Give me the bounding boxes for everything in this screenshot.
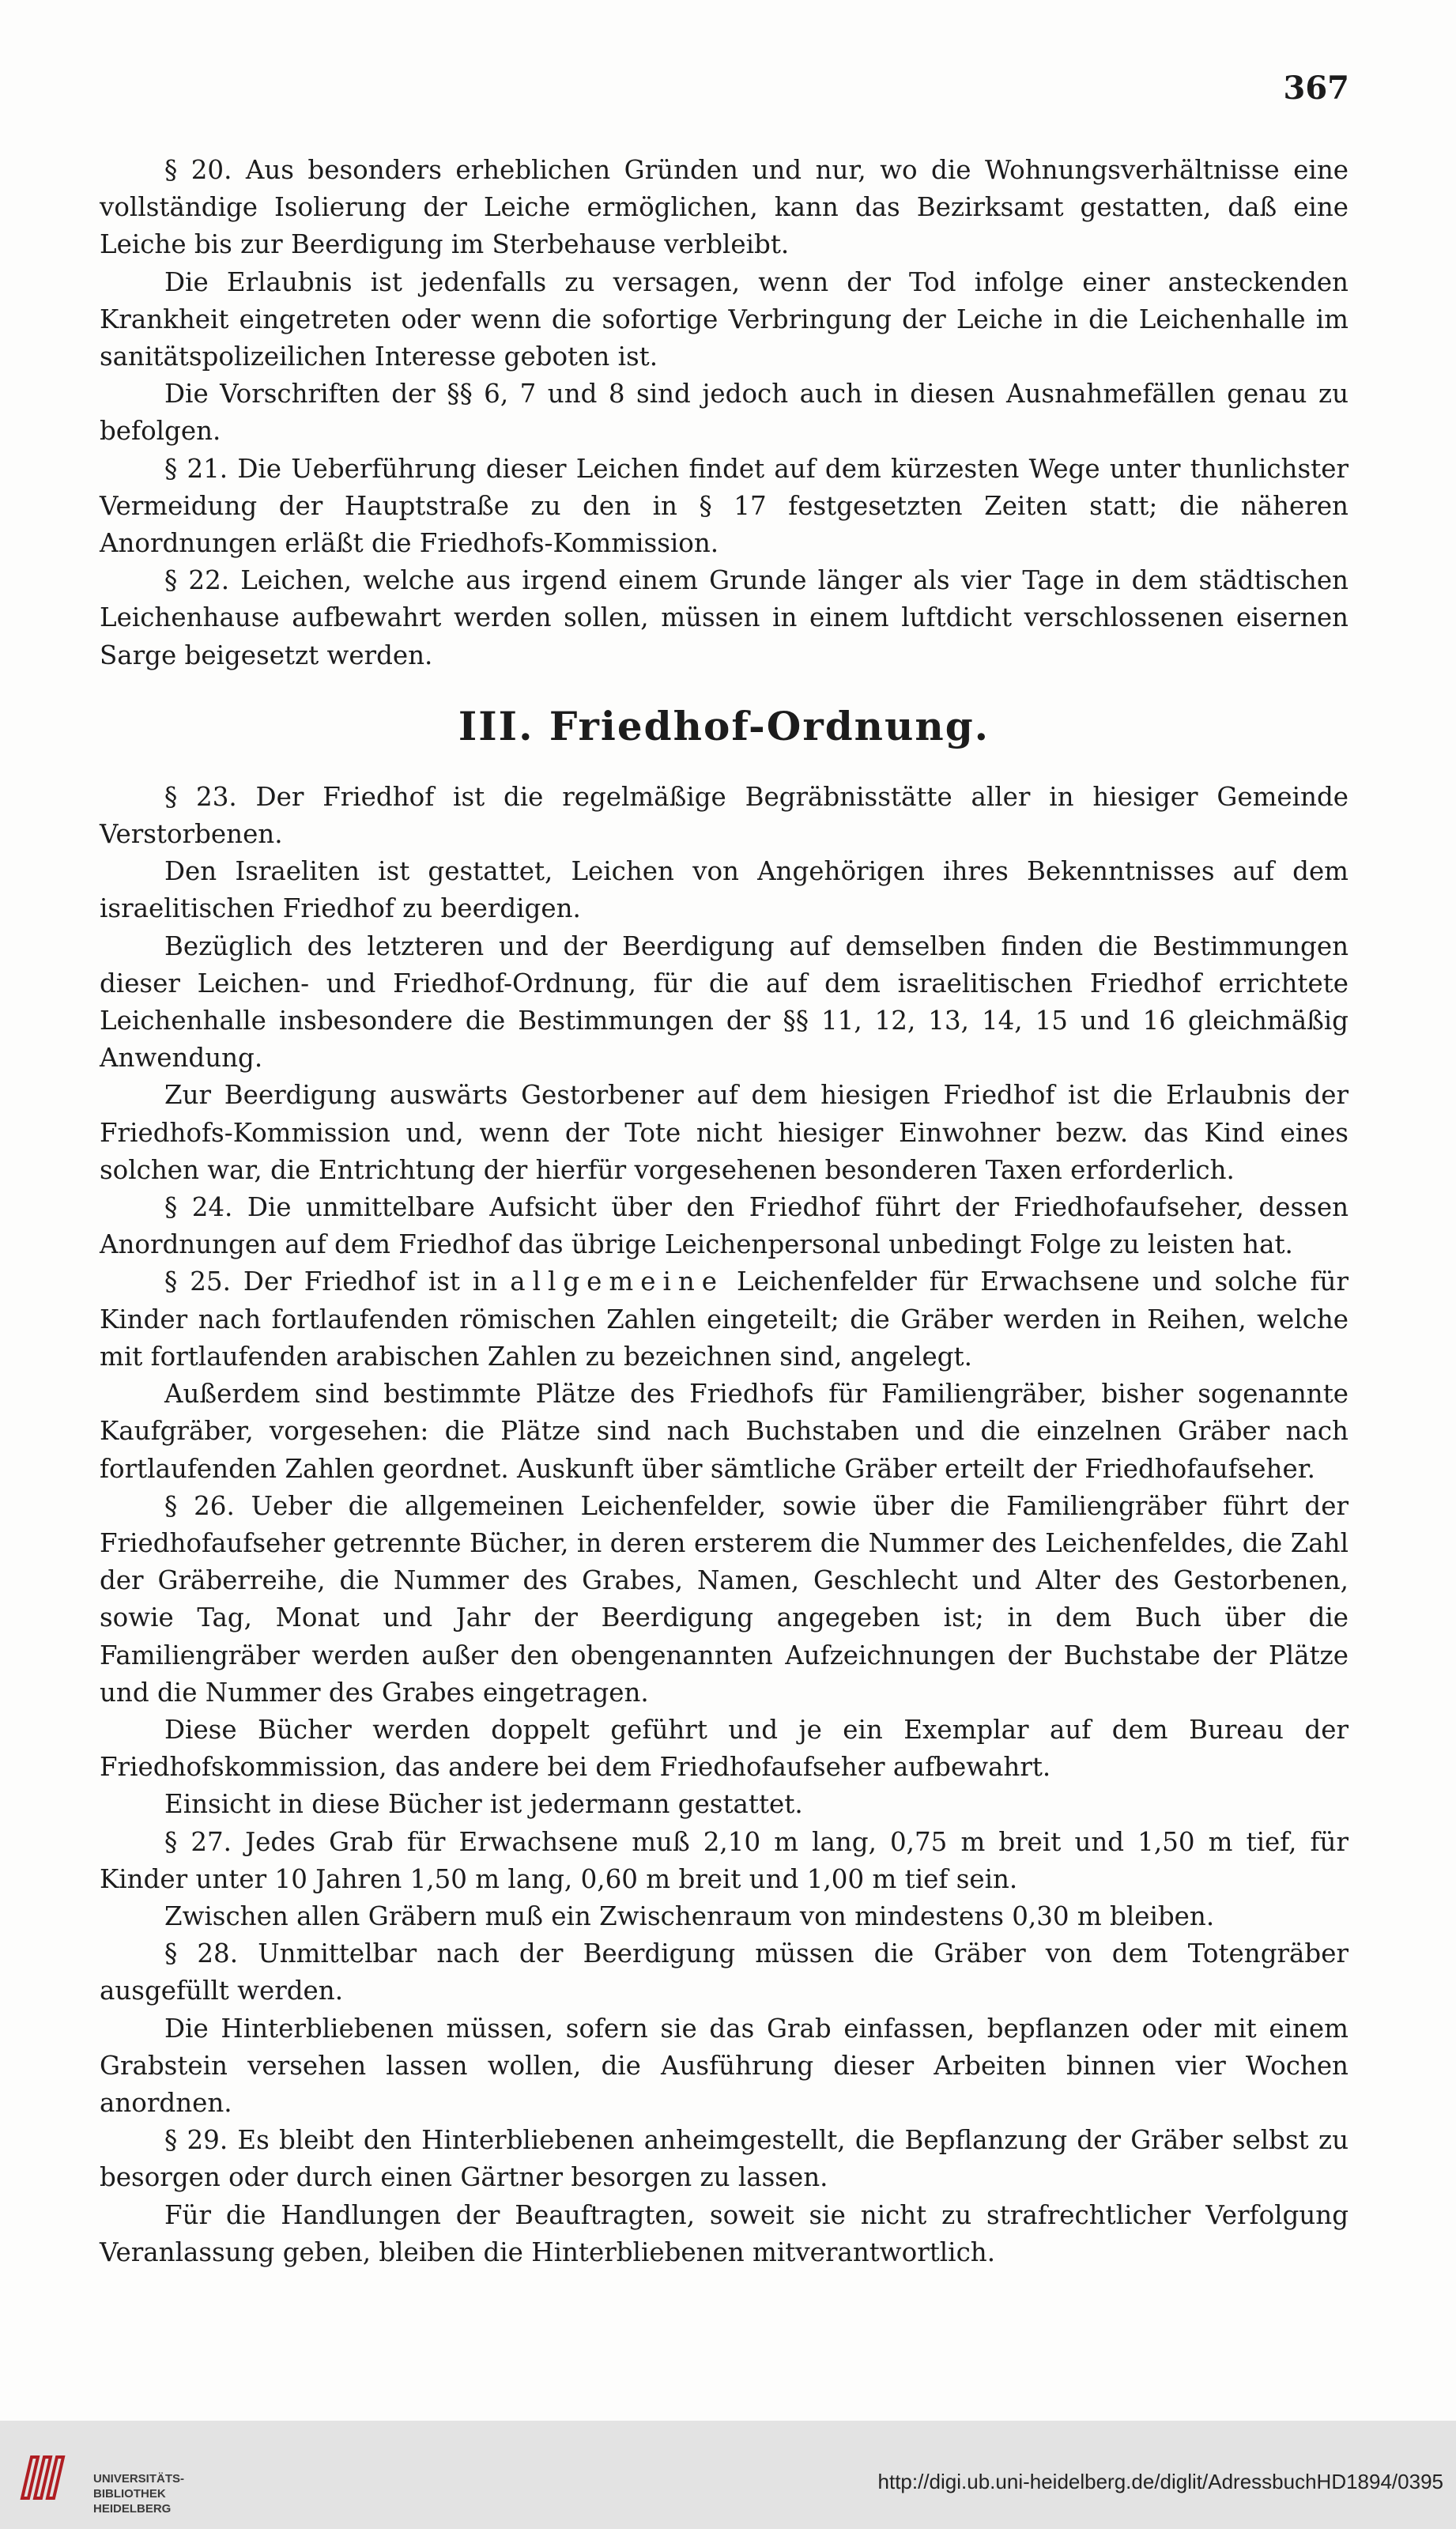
library-name bbox=[93, 2471, 184, 2516]
paragraph: Die Hinterbliebenen müssen, sofern sie das Grab einfassen, bepflanzen oder mit einem Grabstein versehen lassen wollen, die Ausführung dieser Arbeiten binnen vier Wochen anordnen. bbox=[100, 2013, 1348, 2118]
logo-line: BIBLIOTHEK bbox=[93, 2487, 166, 2501]
footer-bar bbox=[0, 2421, 1456, 2529]
paragraph: Den Israeliten ist gestattet, Leichen von Angehörigen ihres Bekenntnisses auf dem israelitischen Friedhof zu beerdigen. bbox=[100, 856, 1348, 924]
final-paragraph: Für die Handlungen der Beauftragten, soweit sie nicht zu strafrechtlicher Verfolgung Veranlassung geben, bleiben die Hinterbliebenen mitverantwortlich. bbox=[100, 2199, 1348, 2267]
paragraph: Die Erlaubnis ist jedenfalls zu versagen, wenn der Tod infolge einer ansteckenden Krankheit eingetreten oder wenn die sofortige Verbringung der Leiche in die Leichenhalle im sanitätspolizeilichen Interesse geboten ist. bbox=[100, 266, 1348, 372]
paragraph: Außerdem sind bestimmte Plätze des Friedhofs für Familiengräber, bisher sogenannte Kaufgräber, vorgesehen: die Plätze sind nach Buchstaben und die einzelnen Gräber nach fortlaufenden Zahlen geordnet. Auskunft über sämtliche Gräber erteilt der Friedhofaufseher. bbox=[100, 1379, 1348, 1484]
paragraph: Diese Bücher werden doppelt geführt und je ein Exemplar auf dem Bureau der Friedhofskommission, das andere bei dem Friedhofaufseher aufbewahrt. bbox=[100, 1714, 1348, 1783]
para25-pre: § 25. Der Friedhof ist in bbox=[164, 1266, 511, 1297]
paragraph: Einsicht in diese Bücher ist jedermann gestattet. bbox=[164, 1789, 803, 1820]
logo-line: UNIVERSITÄTS- bbox=[93, 2472, 185, 2486]
paragraph: Zwischen allen Gräbern muß ein Zwischenraum von mindestens 0,30 m bleiben. bbox=[164, 1901, 1215, 1931]
paragraph: § 29. Es bleibt den Hinterbliebenen anheimgestellt, die Bepflanzung der Gräber selbst zu besorgen oder durch einen Gärtner besorgen zu lassen. bbox=[100, 2125, 1348, 2193]
paragraph: § 28. Unmittelbar nach der Beerdigung müssen die Gräber von dem Totengräber ausgefüllt werden. bbox=[100, 1938, 1348, 2006]
para25-post: Leichenfelder für Erwachsene und solche für Kinder nach fortlaufenden römischen Zahlen eingeteilt; die Gräber werden in Reihen, welche mit fortlaufenden arabischen Zahlen zu bezeichnen sind, angelegt. bbox=[100, 1266, 1348, 1372]
paragraph: § 22. Leichen, welche aus irgend einem Grunde länger als vier Tage in dem städtischen Leichenhause aufbewahrt werden sollen, müssen in einem luftdicht verschlossenen eisernen Sarge beigesetzt werden. bbox=[100, 565, 1348, 670]
paragraph: § 23. Der Friedhof ist die regelmäßige Begräbnisstätte aller in hiesiger Gemeinde Verstorbenen. bbox=[100, 781, 1348, 850]
library-logo[interactable] bbox=[14, 2443, 220, 2516]
para25-spaced-word: allgemeine bbox=[510, 1266, 725, 1297]
source-url[interactable]: http://digi.ub.uni-heidelberg.de/diglit/AdressbuchHD1894/0395 bbox=[877, 2470, 1443, 2493]
paragraph-group-after-2 bbox=[100, 1376, 1348, 2196]
page-number: 367 bbox=[1283, 70, 1349, 107]
section-heading: III. Friedhof-Ordnung. bbox=[458, 702, 990, 749]
paragraph: § 24. Die unmittelbare Aufsicht über den Friedhof führt der Friedhofaufseher, dessen Anordnungen auf dem Friedhof das übrige Leichenpersonal unbedingt Folge zu leisten hat. bbox=[100, 1192, 1348, 1260]
paragraph-group-before bbox=[100, 152, 1348, 674]
page-body bbox=[100, 152, 1348, 2271]
paragraph: § 21. Die Ueberführung dieser Leichen findet auf dem kürzesten Wege unter thunlichster Vermeidung der Hauptstraße zu den in § 17 festgesetzten Zeiten statt; die näheren Anordnungen erläßt die Friedhofs-Kommission. bbox=[100, 453, 1348, 559]
paragraph: Bezüglich des letzteren und der Beerdigung auf demselben finden die Bestimmungen dieser Leichen- und Friedhof-Ordnung, für die auf dem israelitischen Friedhof errichtete Leichenhalle insbesondere die Bestimmungen der §§ 11, 12, 13, 14, 15 und 16 gleichmäßig Anwendung. bbox=[100, 930, 1348, 1074]
paragraph: § 27. Jedes Grab für Erwachsene muß 2,10 m lang, 0,75 m breit und 1,50 m tief, für Kinder unter 10 Jahren 1,50 m lang, 0,60 m breit und 1,00 m tief sein. bbox=[100, 1826, 1348, 1894]
paragraph-25 bbox=[100, 1263, 1348, 1376]
paragraph: Zur Beerdigung auswärts Gestorbener auf dem hiesigen Friedhof ist die Erlaubnis der Friedhofs-Kommission und, wenn der Tote nicht hiesiger Einwohner bezw. das Kind eines solchen war, die Entrichtung der hierfür vorgesehenen besonderen Taxen erforderlich. bbox=[100, 1080, 1348, 1185]
library-seal-icon bbox=[14, 2443, 77, 2511]
logo-line: HEIDELBERG bbox=[93, 2502, 172, 2516]
paragraph: Die Vorschriften der §§ 6, 7 und 8 sind jedoch auch in diesen Ausnahmefällen genau zu befolgen. bbox=[100, 379, 1348, 447]
paragraph: § 20. Aus besonders erheblichen Gründen und nur, wo die Wohnungsverhältnisse eine vollständige Isolierung der Leiche ermöglichen, kann das Bezirksamt gestatten, daß eine Leiche bis zur Beerdigung im Sterbehause verbleibt. bbox=[100, 155, 1348, 260]
paragraph-group-after-1 bbox=[100, 779, 1348, 1264]
paragraph: § 26. Ueber die allgemeinen Leichenfelder, sowie über die Familiengräber führt der Friedhofaufseher getrennte Bücher, in deren ersterem die Nummer des Leichenfeldes, die Zahl der Gräberreihe, die Nummer des Grabes, Namen, Geschlecht und Alter des Gestorbenen, sowie Tag, Monat und Jahr der Beerdigung angegeben ist; in dem Buch über die Familiengräber werden außer den obengenannten Aufzeichnungen der Buchstabe der Plätze und die Nummer des Grabes eingetragen. bbox=[100, 1490, 1348, 1708]
